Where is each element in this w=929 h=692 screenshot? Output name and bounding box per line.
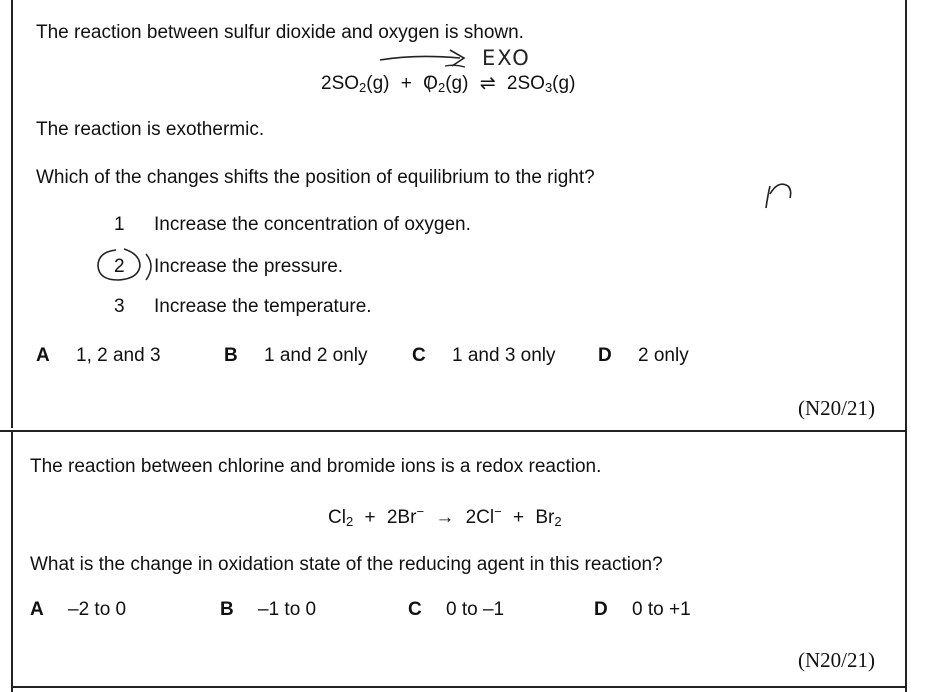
q1-source: (N20/21)	[798, 396, 875, 420]
answer-text: 0 to –1	[446, 599, 505, 620]
q2-equation	[328, 504, 562, 529]
q1-option-text: Increase the pressure.	[154, 256, 344, 277]
right-border	[905, 0, 907, 692]
q1-option-number: 2	[114, 256, 125, 277]
q1-option-text: Increase the concentration of oxygen.	[154, 214, 471, 235]
q1-option-number: 1	[114, 214, 125, 235]
q2-answer-b[interactable]	[220, 599, 316, 621]
q1-eq-plus: +	[400, 73, 412, 94]
q1-intro: The reaction between sulfur dioxide and oxygen is shown.	[36, 22, 524, 43]
answer-text: 2 only	[638, 345, 689, 366]
q1-statement: The reaction is exothermic.	[36, 119, 265, 140]
handwritten-mark-right	[760, 176, 800, 216]
q2-eq-arrow: →	[435, 507, 455, 528]
answer-letter: C	[412, 345, 426, 366]
q1-eq-lhs: $2SO_2(g)$	[321, 73, 390, 95]
svg-text:EXO: EXO	[482, 46, 531, 70]
q2-intro: The reaction between chlorine and bromide ions is a redox reaction.	[30, 456, 602, 477]
answer-text: –1 to 0	[258, 599, 317, 620]
answer-text: 1, 2 and 3	[76, 345, 161, 366]
q1-option-number: 3	[114, 296, 125, 317]
answer-text: 1 and 3 only	[452, 345, 556, 366]
answer-letter: B	[224, 345, 238, 366]
q2-question: What is the change in oxidation state of the reducing agent in this reaction?	[30, 554, 663, 575]
q1-eq-oxygen: $O_2(g)$	[423, 73, 469, 95]
answer-letter: D	[598, 345, 612, 366]
q1-answer-c[interactable]	[412, 345, 556, 367]
answer-letter: A	[36, 345, 50, 366]
q2-answer-a[interactable]	[30, 599, 126, 621]
handwritten-circle-option-2	[94, 244, 154, 286]
q2-answer-c[interactable]	[408, 599, 504, 621]
q1-option-3	[114, 296, 372, 318]
q1-answer-d[interactable]	[598, 345, 689, 367]
q2-eq-chlorine: $Cl_2$	[328, 507, 354, 529]
q1-eq-arrow: ⇌	[479, 73, 496, 94]
q1-answer-a[interactable]	[36, 345, 161, 367]
q1-eq-rhs: $2SO_3(g)$	[506, 73, 576, 95]
q2-eq-bromide: 2Br−	[386, 504, 425, 528]
q1-option-1	[114, 214, 471, 236]
question-divider	[0, 430, 907, 432]
answer-letter: A	[30, 599, 44, 620]
answer-text: –2 to 0	[68, 599, 127, 620]
q2-answer-d[interactable]	[594, 599, 691, 621]
handwritten-exo-annotation	[370, 40, 570, 100]
left-border-bottom	[11, 432, 13, 692]
q1-answer-b[interactable]	[224, 345, 368, 367]
answer-text: 0 to +1	[632, 599, 691, 620]
q2-eq-chloride: 2Cl−	[465, 504, 502, 528]
answer-letter: D	[594, 599, 608, 620]
left-border-top	[11, 0, 13, 428]
answer-letter: B	[220, 599, 234, 620]
q2-source: (N20/21)	[798, 648, 875, 672]
q1-option-text: Increase the temperature.	[154, 296, 372, 317]
q2-eq-plus: +	[512, 507, 525, 528]
bottom-divider	[11, 686, 907, 688]
q2-eq-bromine: $Br_2$	[535, 507, 562, 529]
q2-eq-plus: +	[364, 507, 376, 528]
q1-question: Which of the changes shifts the position of equilibrium to the right?	[36, 167, 595, 188]
answer-text: 1 and 2 only	[264, 345, 368, 366]
answer-letter: C	[408, 599, 422, 620]
